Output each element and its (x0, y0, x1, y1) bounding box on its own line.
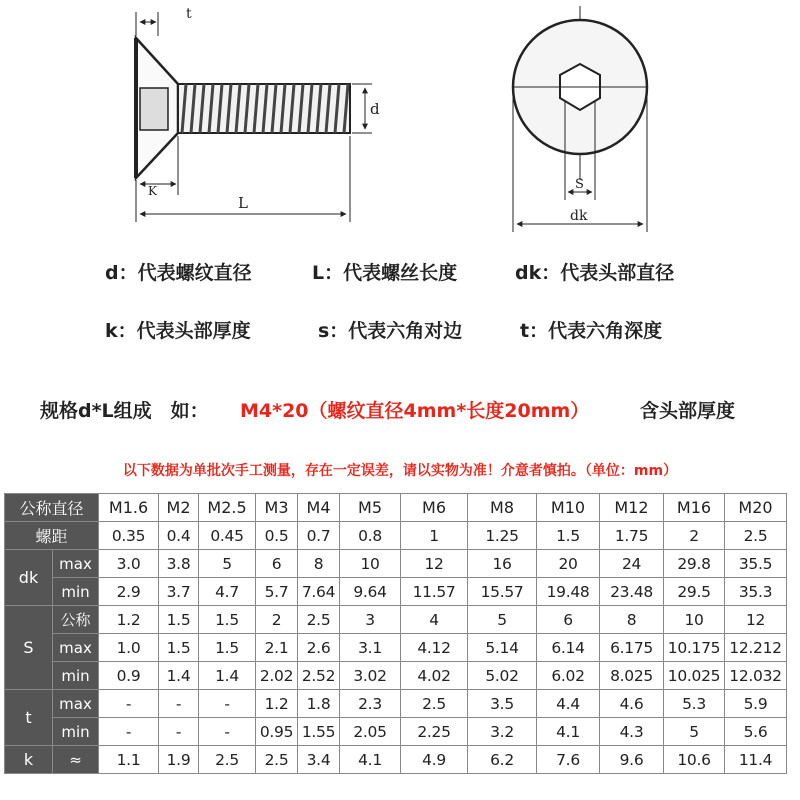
value-cell: 6.2 (468, 746, 537, 774)
value-cell: 0.5 (256, 522, 298, 550)
value-cell: 6 (256, 550, 298, 578)
value-cell: 12 (401, 550, 468, 578)
value-cell: 2.5 (725, 522, 787, 550)
value-cell: 24 (600, 550, 664, 578)
table-row (5, 690, 787, 718)
value-cell: 1.5 (199, 634, 256, 662)
value-cell: 0.35 (99, 522, 159, 550)
value-cell: 3.8 (159, 550, 199, 578)
value-cell: 5.7 (256, 578, 298, 606)
header-label: 公称直径 (5, 494, 99, 522)
value-cell: 11.4 (725, 746, 787, 774)
spec-example: M4*20（螺纹直径4mm*长度20mm） (240, 400, 590, 422)
value-cell: 8.025 (600, 662, 664, 690)
table-row (5, 550, 787, 578)
value-cell: 6 (537, 606, 600, 634)
value-cell: 0.9 (99, 662, 159, 690)
value-cell: 12 (725, 606, 787, 634)
value-cell: 6.14 (537, 634, 600, 662)
value-cell: 10.6 (664, 746, 725, 774)
value-cell: 1.0 (99, 634, 159, 662)
label-L: L (238, 194, 248, 212)
value-cell: 3.2 (468, 718, 537, 746)
value-cell: 29.8 (664, 550, 725, 578)
value-cell: 2.5 (256, 746, 298, 774)
value-cell: 15.57 (468, 578, 537, 606)
size-cell: M8 (468, 494, 537, 522)
legend-L: L：代表螺丝长度 (312, 262, 458, 284)
size-cell: M12 (600, 494, 664, 522)
value-cell: 3 (340, 606, 401, 634)
label-s: S (575, 177, 584, 192)
value-cell: - (199, 690, 256, 718)
value-cell: 3.5 (468, 690, 537, 718)
value-cell: 7.6 (537, 746, 600, 774)
table-row (5, 718, 787, 746)
spec-suffix: 含头部厚度 (640, 400, 736, 422)
size-cell: M2 (159, 494, 199, 522)
value-cell: 5.3 (664, 690, 725, 718)
value-cell: 4.02 (401, 662, 468, 690)
row-sub-label: max (53, 550, 99, 578)
size-cell: M2.5 (199, 494, 256, 522)
table-row (5, 662, 787, 690)
value-cell: 10.025 (664, 662, 725, 690)
row-group-label: t (5, 690, 53, 746)
value-cell: 5.9 (725, 690, 787, 718)
value-cell: 2.05 (340, 718, 401, 746)
value-cell: 1.2 (99, 606, 159, 634)
size-cell: M1.6 (99, 494, 159, 522)
size-cell: M3 (256, 494, 298, 522)
value-cell: 4.1 (340, 746, 401, 774)
legend-s: s：代表六角对边 (318, 320, 463, 342)
value-cell: 7.64 (298, 578, 340, 606)
value-cell: 9.64 (340, 578, 401, 606)
value-cell: 6.175 (600, 634, 664, 662)
table-row (5, 578, 787, 606)
row-group-label: k (5, 746, 53, 774)
value-cell: 2.1 (256, 634, 298, 662)
row-sub-label: min (53, 662, 99, 690)
value-cell: 12.212 (725, 634, 787, 662)
row-sub-label: max (53, 690, 99, 718)
size-cell: M4 (298, 494, 340, 522)
dimension-table (4, 493, 787, 774)
value-cell: 2 (664, 522, 725, 550)
side-view (136, 12, 372, 222)
value-cell: 35.3 (725, 578, 787, 606)
table-row (5, 606, 787, 634)
size-cell: M20 (725, 494, 787, 522)
value-cell: 1.4 (159, 662, 199, 690)
label-d: d (370, 100, 380, 118)
value-cell: 2.6 (298, 634, 340, 662)
spec-prefix: 规格d*L组成 如： (40, 400, 209, 422)
value-cell: 5.14 (468, 634, 537, 662)
legend-k: k：代表头部厚度 (105, 320, 251, 342)
value-cell: 4.9 (401, 746, 468, 774)
value-cell: 5 (199, 550, 256, 578)
value-cell: 2.52 (298, 662, 340, 690)
value-cell: 16 (468, 550, 537, 578)
value-cell: 35.5 (725, 550, 787, 578)
value-cell: 5 (468, 606, 537, 634)
value-cell: - (99, 690, 159, 718)
value-cell: 4 (401, 606, 468, 634)
table-row (5, 746, 787, 774)
value-cell: 0.7 (298, 522, 340, 550)
value-cell: 10 (664, 606, 725, 634)
value-cell: 4.12 (401, 634, 468, 662)
value-cell: 4.1 (537, 718, 600, 746)
value-cell: 1.8 (298, 690, 340, 718)
value-cell: 0.4 (159, 522, 199, 550)
value-cell: 1.4 (199, 662, 256, 690)
value-cell: 23.48 (600, 578, 664, 606)
table-header-row (5, 494, 787, 522)
label-dk: dk (570, 208, 588, 224)
size-cell: M10 (537, 494, 600, 522)
row-sub-label: 公称 (53, 606, 99, 634)
value-cell: 2.5 (401, 690, 468, 718)
value-cell: 8 (298, 550, 340, 578)
value-cell: 5.6 (725, 718, 787, 746)
value-cell: 0.95 (256, 718, 298, 746)
value-cell: 11.57 (401, 578, 468, 606)
size-cell: M5 (340, 494, 401, 522)
value-cell: 1.1 (99, 746, 159, 774)
value-cell: 8 (600, 606, 664, 634)
value-cell: 3.7 (159, 578, 199, 606)
value-cell: 0.8 (340, 522, 401, 550)
value-cell: 1.9 (159, 746, 199, 774)
value-cell: 10.175 (664, 634, 725, 662)
value-cell: 2.5 (298, 606, 340, 634)
value-cell: 4.3 (600, 718, 664, 746)
value-cell: 2.3 (340, 690, 401, 718)
value-cell: 12.032 (725, 662, 787, 690)
row-sub-label: min (53, 578, 99, 606)
top-view (513, 6, 647, 232)
value-cell: 1.5 (199, 606, 256, 634)
value-cell: 10 (340, 550, 401, 578)
value-cell: 2.25 (401, 718, 468, 746)
value-cell: 1.2 (256, 690, 298, 718)
measurement-note: 以下数据为单批次手工测量，存在一定误差，请以实物为准！介意者慎拍。（单位：mm） (122, 463, 678, 479)
value-cell: 4.7 (199, 578, 256, 606)
row-sub-label: min (53, 718, 99, 746)
value-cell: 2.9 (99, 578, 159, 606)
row-group-label: dk (5, 550, 53, 606)
size-cell: M16 (664, 494, 725, 522)
value-cell: 3.0 (99, 550, 159, 578)
label-k: K (148, 184, 157, 198)
value-cell: 1.55 (298, 718, 340, 746)
value-cell: 6.02 (537, 662, 600, 690)
label-t: t (186, 6, 192, 22)
value-cell: 3.02 (340, 662, 401, 690)
value-cell: 1 (401, 522, 468, 550)
legend-d: d：代表螺纹直径 (105, 262, 252, 284)
row-sub-label: max (53, 634, 99, 662)
value-cell: - (199, 718, 256, 746)
value-cell: 2.5 (199, 746, 256, 774)
value-cell: 2 (256, 606, 298, 634)
size-cell: M6 (401, 494, 468, 522)
value-cell: 1.5 (159, 606, 199, 634)
value-cell: 0.45 (199, 522, 256, 550)
value-cell: 2.02 (256, 662, 298, 690)
value-cell: 5.02 (468, 662, 537, 690)
value-cell: 1.75 (600, 522, 664, 550)
row-sub-label: ≈ (53, 746, 99, 774)
value-cell: 1.5 (537, 522, 600, 550)
legend-t: t：代表六角深度 (520, 320, 663, 342)
row-group-label: S (5, 606, 53, 690)
value-cell: 29.5 (664, 578, 725, 606)
value-cell: 3.4 (298, 746, 340, 774)
row-group-label: 螺距 (5, 522, 99, 550)
value-cell: 3.1 (340, 634, 401, 662)
value-cell: - (159, 718, 199, 746)
value-cell: 4.4 (537, 690, 600, 718)
value-cell: - (99, 718, 159, 746)
value-cell: 4.6 (600, 690, 664, 718)
table-row (5, 634, 787, 662)
value-cell: 1.25 (468, 522, 537, 550)
screw-diagram (0, 0, 800, 250)
legend-dk: dk：代表头部直径 (515, 262, 675, 284)
value-cell: - (159, 690, 199, 718)
value-cell: 1.5 (159, 634, 199, 662)
value-cell: 20 (537, 550, 600, 578)
value-cell: 5 (664, 718, 725, 746)
table-row (5, 522, 787, 550)
value-cell: 19.48 (537, 578, 600, 606)
value-cell: 9.6 (600, 746, 664, 774)
